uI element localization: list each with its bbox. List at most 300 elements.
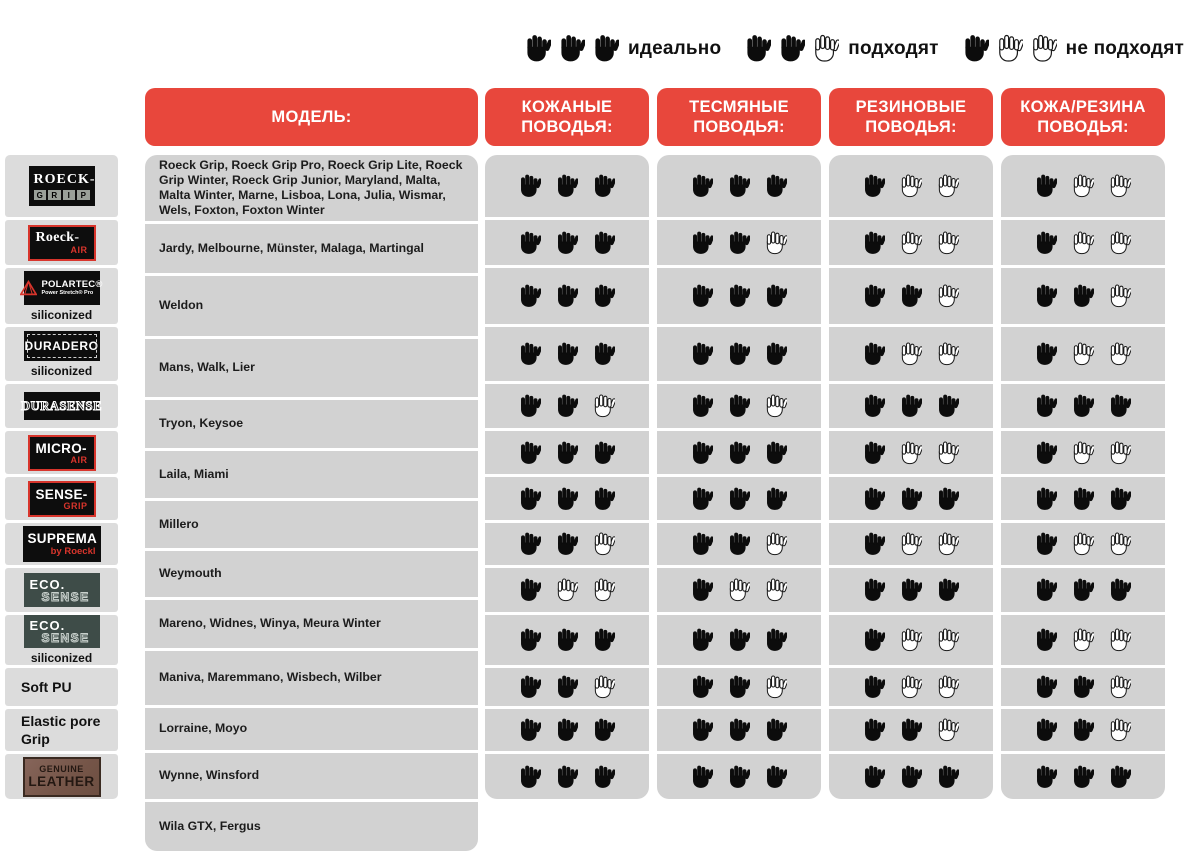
micro-air-logo-sub: AIR [70, 454, 88, 465]
sense-grip-logo-text: SENSE- [35, 486, 88, 502]
hand-icon [691, 174, 713, 198]
rating-cell [829, 220, 993, 265]
hand-icon [519, 231, 541, 255]
hand-icon [863, 441, 885, 465]
genuine-leather-logo-text: GENUINE [39, 764, 84, 774]
hand-icon [1035, 628, 1057, 652]
hand-icon [525, 34, 551, 63]
rating-cell [1001, 568, 1165, 612]
hand-icon [863, 394, 885, 418]
hand-icon [1072, 765, 1094, 789]
hand-icon [937, 231, 959, 255]
hand-icon [900, 394, 922, 418]
model-names-row: Maniva, Maremmano, Wisbech, Wilber [145, 651, 478, 705]
hand-icon [1072, 342, 1094, 366]
hand-icon [765, 174, 787, 198]
rating-cell [657, 384, 821, 428]
model-names-row: Jardy, Melbourne, Münster, Malaga, Martingal [145, 224, 478, 273]
hand-icon [556, 487, 578, 511]
suprema-logo-sub: by Roeckl [50, 546, 96, 557]
hand-icon [1109, 628, 1131, 652]
duradero-logo-text: DURADERO [24, 338, 99, 353]
leather-rubber-reins-column [1001, 155, 1165, 799]
hand-icon [900, 487, 922, 511]
hand-icon [556, 394, 578, 418]
hand-icon [900, 441, 922, 465]
roeck-grip-logo [29, 166, 95, 206]
hand-icon [765, 487, 787, 511]
legend-hands-not-suitable [963, 34, 1057, 63]
hand-icon [937, 675, 959, 699]
eco-sense-logo-text: ECO. [29, 576, 66, 592]
hand-icon [593, 532, 615, 556]
hand-icon [863, 284, 885, 308]
model-names-row: Wynne, Winsford [145, 753, 478, 799]
hand-icon [1072, 675, 1094, 699]
hand-icon [1109, 284, 1131, 308]
hand-icon [556, 578, 578, 602]
hand-icon [900, 765, 922, 789]
rating-cell [829, 615, 993, 665]
hand-icon [963, 34, 989, 63]
hand-icon [1072, 441, 1094, 465]
micro-air-logo-text: MICRO- [35, 440, 87, 456]
roeck-grip-logo-text: ROECK- [33, 172, 96, 187]
hand-icon [519, 174, 541, 198]
rating-cell [829, 327, 993, 381]
rating-cell [829, 754, 993, 799]
header-leather-reins: КОЖАНЫЕ ПОВОДЬЯ: [485, 88, 649, 146]
hand-icon [593, 231, 615, 255]
hand-icon [728, 231, 750, 255]
hand-icon [519, 394, 541, 418]
hand-icon [1035, 441, 1057, 465]
hand-icon [728, 487, 750, 511]
hand-icon [1035, 718, 1057, 742]
rating-cell [829, 523, 993, 565]
material-elastic-pore-grip [5, 709, 118, 751]
model-names-row: Tryon, Keysoe [145, 400, 478, 448]
hand-icon [556, 532, 578, 556]
material-roeck-air [5, 220, 118, 265]
durasense-logo-text: DURASENSE [20, 398, 103, 413]
rating-cell [657, 615, 821, 665]
material-duradero [5, 327, 118, 381]
hand-icon [863, 578, 885, 602]
hand-icon [593, 675, 615, 699]
rating-cell [829, 568, 993, 612]
hand-icon [728, 675, 750, 699]
legend-label-not-suitable: не подходят [1065, 37, 1184, 59]
sense-grip-logo-sub: GRIP [63, 500, 88, 511]
siliconized-label: siliconized [30, 363, 93, 378]
hand-icon [519, 532, 541, 556]
polartec-triangle-icon [20, 280, 37, 296]
hand-icon [593, 342, 615, 366]
hand-icon [900, 174, 922, 198]
sense-grip-logo [28, 481, 96, 517]
legend-label-suitable: подходят [848, 37, 939, 59]
hand-icon [765, 675, 787, 699]
hand-icon [765, 342, 787, 366]
hand-icon [1072, 487, 1094, 511]
material-column [5, 155, 118, 799]
grip-letter: G [34, 190, 47, 200]
header-rubber-reins: РЕЗИНОВЫЕ ПОВОДЬЯ: [829, 88, 993, 146]
polartec-logo-text: POLARTEC® [41, 279, 103, 290]
rubber-reins-column [829, 155, 993, 799]
hand-icon [728, 532, 750, 556]
rating-cell [829, 155, 993, 217]
rating-cell [485, 668, 649, 706]
rating-cell [485, 477, 649, 520]
hand-icon [593, 34, 619, 63]
hand-icon [937, 342, 959, 366]
rating-cell [1001, 220, 1165, 265]
hand-icon [593, 487, 615, 511]
hand-icon [556, 765, 578, 789]
hand-icon [519, 765, 541, 789]
hand-icon [1035, 675, 1057, 699]
hand-icon [728, 284, 750, 308]
hand-icon [1072, 532, 1094, 556]
hand-icon [900, 718, 922, 742]
soft-pu-label: Soft PU [21, 678, 72, 695]
duradero-logo [24, 331, 100, 361]
genuine-leather-logo-sub: LEATHER [28, 774, 95, 789]
hand-icon [1109, 765, 1131, 789]
hand-icon [593, 628, 615, 652]
material-eco-sense [5, 568, 118, 612]
hand-icon [1072, 284, 1094, 308]
rating-cell [1001, 668, 1165, 706]
header-leather-rubber-reins: КОЖА/РЕЗИНА ПОВОДЬЯ: [1001, 88, 1165, 146]
hand-icon [691, 487, 713, 511]
hand-icon [863, 628, 885, 652]
hand-icon [1035, 342, 1057, 366]
rating-cell [829, 477, 993, 520]
rating-cell [657, 268, 821, 324]
material-polartec [5, 268, 118, 324]
model-names-row: Weldon [145, 276, 478, 336]
hand-icon [691, 718, 713, 742]
grip-letter: I [63, 190, 76, 200]
hand-icon [765, 532, 787, 556]
hand-icon [863, 675, 885, 699]
rating-cell [485, 220, 649, 265]
eco-sense-logo-text: ECO. [29, 618, 66, 633]
eco-sense-logo-sub: SENSE [41, 631, 90, 645]
hand-icon [519, 487, 541, 511]
hand-icon [1109, 718, 1131, 742]
hand-icon [1035, 174, 1057, 198]
hand-icon [765, 578, 787, 602]
rating-cell [485, 615, 649, 665]
rating-cell [657, 668, 821, 706]
hand-icon [937, 394, 959, 418]
hand-icon [1035, 284, 1057, 308]
hand-icon [1109, 441, 1131, 465]
hand-icon [900, 578, 922, 602]
hand-icon [519, 718, 541, 742]
hand-icon [691, 342, 713, 366]
rating-cell [1001, 477, 1165, 520]
hand-icon [556, 441, 578, 465]
hand-icon [593, 441, 615, 465]
material-micro-air [5, 431, 118, 474]
rating-cell [1001, 384, 1165, 428]
hand-icon [556, 174, 578, 198]
hand-icon [1072, 578, 1094, 602]
rating-legend [525, 34, 1184, 63]
roeck-air-logo-text: Roeck- [35, 230, 80, 245]
hand-icon [1035, 394, 1057, 418]
hand-icon [813, 34, 839, 63]
hand-icon [556, 231, 578, 255]
hand-icon [519, 342, 541, 366]
hand-icon [691, 675, 713, 699]
model-names-row: Millero [145, 501, 478, 548]
hand-icon [1031, 34, 1057, 63]
hand-icon [593, 174, 615, 198]
rating-cell [1001, 709, 1165, 751]
grip-letter-blocks [34, 190, 90, 200]
hand-icon [863, 342, 885, 366]
suprema-logo-text: SUPREMA [27, 531, 98, 546]
hand-icon [1109, 342, 1131, 366]
legend-hands-ideal [525, 34, 619, 63]
rating-cell [657, 220, 821, 265]
rating-cell [657, 477, 821, 520]
hand-icon [556, 675, 578, 699]
hand-icon [1035, 765, 1057, 789]
polartec-logo [24, 271, 103, 305]
rating-cell [657, 709, 821, 751]
material-eco-sense-siliconized [5, 615, 118, 665]
hand-icon [765, 441, 787, 465]
hand-icon [937, 765, 959, 789]
hand-icon [728, 765, 750, 789]
leather-reins-column [485, 155, 649, 799]
material-roeck-grip [5, 155, 118, 217]
rating-cell [657, 568, 821, 612]
hand-icon [593, 394, 615, 418]
hand-icon [863, 765, 885, 789]
hand-icon [1109, 532, 1131, 556]
model-names-row: Wila GTX, Fergus [145, 802, 478, 851]
hand-icon [1035, 578, 1057, 602]
polartec-logo-sub: Power Stretch® Pro [41, 290, 94, 296]
hand-icon [997, 34, 1023, 63]
roeck-air-logo-sub: AIR [70, 245, 88, 255]
hand-icon [1072, 174, 1094, 198]
rating-cell [829, 431, 993, 474]
hand-icon [765, 765, 787, 789]
eco-sense-logo [24, 615, 100, 648]
hand-icon [519, 578, 541, 602]
rating-cell [485, 523, 649, 565]
material-genuine-leather [5, 754, 118, 799]
hand-icon [765, 718, 787, 742]
rating-cell [829, 668, 993, 706]
model-names-row: Mans, Walk, Lier [145, 339, 478, 397]
hand-icon [728, 174, 750, 198]
legend-hands-suitable [745, 34, 839, 63]
model-names-row: Lorraine, Moyo [145, 708, 478, 750]
rating-cell [1001, 615, 1165, 665]
genuine-leather-logo [23, 757, 101, 797]
hand-icon [1109, 231, 1131, 255]
hand-icon [1072, 628, 1094, 652]
rating-cell [1001, 155, 1165, 217]
rating-cell [1001, 327, 1165, 381]
hand-icon [937, 718, 959, 742]
hand-icon [937, 174, 959, 198]
hand-icon [745, 34, 771, 63]
hand-icon [765, 284, 787, 308]
rating-cell [657, 523, 821, 565]
rating-cell [829, 268, 993, 324]
hand-icon [691, 532, 713, 556]
hand-icon [937, 284, 959, 308]
rating-cell [829, 709, 993, 751]
hand-icon [519, 628, 541, 652]
hand-icon [593, 718, 615, 742]
micro-air-logo [28, 435, 96, 471]
roeck-air-logo [28, 225, 96, 261]
rating-cell [1001, 754, 1165, 799]
hand-icon [900, 532, 922, 556]
material-sense-grip [5, 477, 118, 520]
model-names-row: Weymouth [145, 551, 478, 597]
hand-icon [937, 487, 959, 511]
hand-icon [1109, 174, 1131, 198]
hand-icon [556, 342, 578, 366]
hand-icon [691, 578, 713, 602]
hand-icon [863, 487, 885, 511]
hand-icon [593, 284, 615, 308]
hand-icon [556, 718, 578, 742]
hand-icon [937, 532, 959, 556]
legend-item-suitable [745, 34, 938, 63]
hand-icon [765, 231, 787, 255]
hand-icon [900, 342, 922, 366]
hand-icon [1109, 675, 1131, 699]
legend-label-ideal: идеально [627, 37, 722, 59]
model-names-row: Roeck Grip, Roeck Grip Pro, Roeck Grip Lite, Roeck Grip Winter, Roeck Grip Junior, Maryland, Malta, Malta Winter, Marne, Lisboa, Lona, Julia, Wismar, Wels, Foxton, Foxton Winter [145, 155, 478, 221]
hand-icon [1072, 394, 1094, 418]
rating-cell [657, 754, 821, 799]
rating-cell [1001, 431, 1165, 474]
legend-item-ideal [525, 34, 721, 63]
rating-cell [485, 384, 649, 428]
hand-icon [1035, 532, 1057, 556]
eco-sense-logo-sub: SENSE [41, 589, 90, 604]
hand-icon [863, 532, 885, 556]
rating-cell [657, 327, 821, 381]
hand-icon [937, 628, 959, 652]
grip-letter: R [48, 190, 61, 200]
rating-cell [657, 155, 821, 217]
rating-cell [485, 155, 649, 217]
hand-icon [900, 231, 922, 255]
webbing-reins-column [657, 155, 821, 799]
hand-icon [691, 765, 713, 789]
hand-icon [691, 441, 713, 465]
grip-letter: P [77, 190, 90, 200]
hand-icon [1072, 718, 1094, 742]
hand-icon [691, 628, 713, 652]
hand-icon [519, 441, 541, 465]
hand-icon [937, 441, 959, 465]
rating-cell [657, 431, 821, 474]
hand-icon [1109, 394, 1131, 418]
hand-icon [937, 578, 959, 602]
rating-cell [485, 568, 649, 612]
hand-icon [593, 578, 615, 602]
rating-cell [485, 709, 649, 751]
rating-cell [485, 754, 649, 799]
hand-icon [728, 394, 750, 418]
eco-sense-logo [24, 573, 100, 607]
suprema-logo [23, 526, 101, 562]
hand-icon [728, 628, 750, 652]
rating-cell [829, 384, 993, 428]
rating-cell [485, 431, 649, 474]
hand-icon [556, 628, 578, 652]
hand-icon [863, 174, 885, 198]
header-model: МОДЕЛЬ: [145, 88, 478, 146]
model-names-row: Laila, Miami [145, 451, 478, 498]
hand-icon [765, 394, 787, 418]
hand-icon [691, 231, 713, 255]
hand-icon [1035, 231, 1057, 255]
legend-item-not-suitable [963, 34, 1184, 63]
durasense-logo [20, 392, 103, 420]
material-durasense [5, 384, 118, 428]
hand-icon [863, 231, 885, 255]
rating-cell [485, 268, 649, 324]
hand-icon [593, 765, 615, 789]
header-webbing-reins: ТЕСМЯНЫЕ ПОВОДЬЯ: [657, 88, 821, 146]
rating-cell [1001, 523, 1165, 565]
siliconized-label: siliconized [30, 307, 93, 322]
model-column [145, 155, 478, 851]
hand-icon [1035, 487, 1057, 511]
hand-icon [556, 284, 578, 308]
hand-icon [765, 628, 787, 652]
hand-icon [900, 628, 922, 652]
material-suprema [5, 523, 118, 565]
hand-icon [519, 675, 541, 699]
hand-icon [691, 394, 713, 418]
hand-icon [1109, 487, 1131, 511]
model-names-row: Mareno, Widnes, Winya, Meura Winter [145, 600, 478, 648]
elastic-pore-grip-label: Elastic pore Grip [21, 712, 101, 747]
hand-icon [728, 342, 750, 366]
hand-icon [728, 718, 750, 742]
material-soft-pu [5, 668, 118, 706]
hand-icon [559, 34, 585, 63]
hand-icon [728, 578, 750, 602]
rating-cell [1001, 268, 1165, 324]
hand-icon [1072, 231, 1094, 255]
siliconized-label: siliconized [30, 651, 93, 665]
hand-icon [691, 284, 713, 308]
hand-icon [900, 675, 922, 699]
rating-cell [485, 327, 649, 381]
hand-icon [779, 34, 805, 63]
